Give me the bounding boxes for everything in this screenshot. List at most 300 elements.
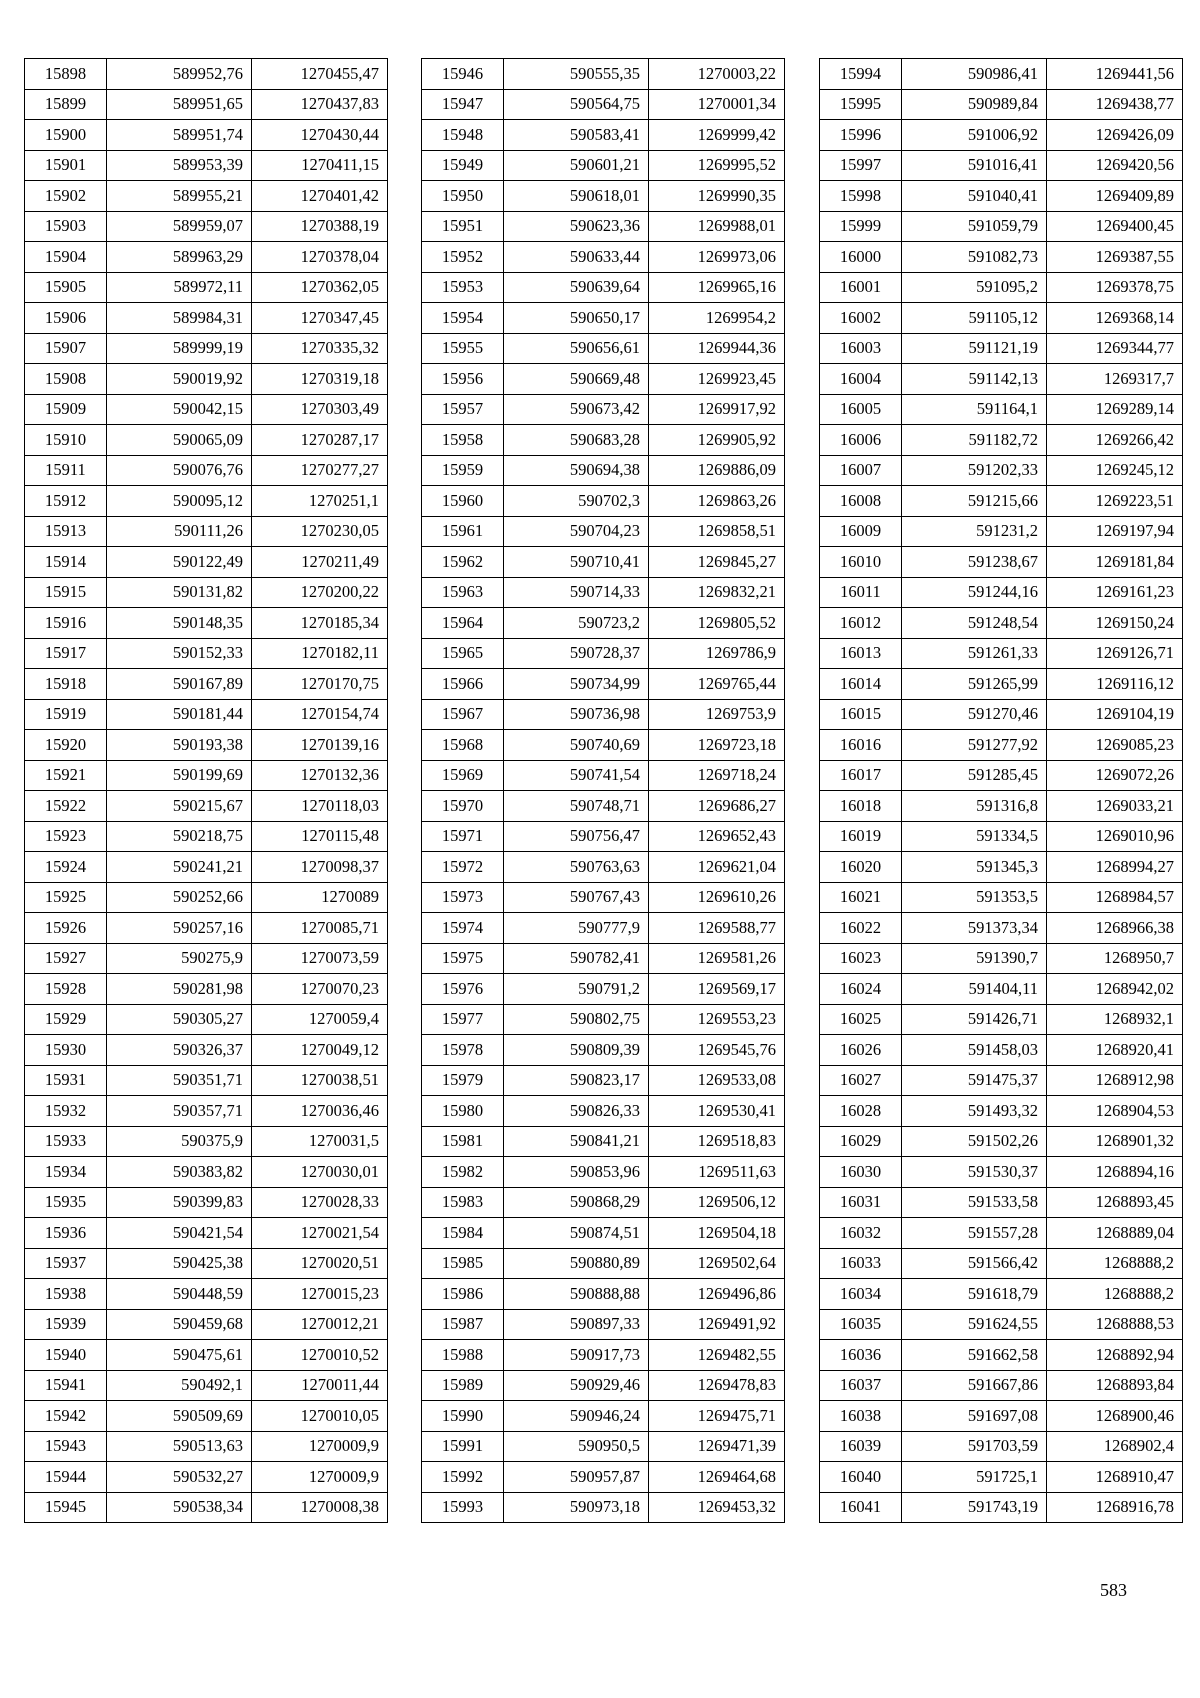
x-coordinate-cell: 590728,37 [504,638,649,669]
point-number-cell: 15998 [820,181,902,212]
point-number-cell: 15993 [422,1492,504,1523]
y-coordinate-cell: 1269845,27 [649,547,785,578]
y-coordinate-cell: 1269502,64 [649,1248,785,1279]
x-coordinate-cell: 590650,17 [504,303,649,334]
table-row [422,1065,785,1096]
point-number-cell: 15931 [25,1065,107,1096]
table-row [422,791,785,822]
x-coordinate-cell: 590791,2 [504,974,649,1005]
y-coordinate-cell: 1270277,27 [252,455,388,486]
table-row [422,974,785,1005]
point-number-cell: 15974 [422,913,504,944]
point-number-cell: 16002 [820,303,902,334]
x-coordinate-cell: 590131,82 [107,577,252,608]
table-row [422,181,785,212]
y-coordinate-cell: 1269944,36 [649,333,785,364]
x-coordinate-cell: 590756,47 [504,821,649,852]
table-row [25,181,388,212]
x-coordinate-cell: 591404,11 [902,974,1047,1005]
y-coordinate-cell: 1270230,05 [252,516,388,547]
point-number-cell: 15990 [422,1401,504,1432]
table-row [422,608,785,639]
table-row [820,1126,1183,1157]
y-coordinate-cell: 1270378,04 [252,242,388,273]
point-number-cell: 16030 [820,1157,902,1188]
point-number-cell: 15975 [422,943,504,974]
y-coordinate-cell: 1270154,74 [252,699,388,730]
point-number-cell: 15901 [25,150,107,181]
table-row [820,150,1183,181]
point-number-cell: 16025 [820,1004,902,1035]
point-number-cell: 16018 [820,791,902,822]
y-coordinate-cell: 1269545,76 [649,1035,785,1066]
y-coordinate-cell: 1268994,27 [1047,852,1183,883]
y-coordinate-cell: 1269010,96 [1047,821,1183,852]
table-row [422,89,785,120]
point-number-cell: 15995 [820,89,902,120]
y-coordinate-cell: 1270170,75 [252,669,388,700]
y-coordinate-cell: 1269511,63 [649,1157,785,1188]
x-coordinate-cell: 591231,2 [902,516,1047,547]
x-coordinate-cell: 590199,69 [107,760,252,791]
table-row [422,59,785,90]
table-row [820,211,1183,242]
y-coordinate-cell: 1270085,71 [252,913,388,944]
table-row [25,1309,388,1340]
table-row [25,699,388,730]
point-number-cell: 15986 [422,1279,504,1310]
table-row [422,1218,785,1249]
point-number-cell: 15973 [422,882,504,913]
y-coordinate-cell: 1269426,09 [1047,120,1183,151]
x-coordinate-cell: 591618,79 [902,1279,1047,1310]
point-number-cell: 15966 [422,669,504,700]
x-coordinate-cell: 591238,67 [902,547,1047,578]
table-row [25,760,388,791]
point-number-cell: 15982 [422,1157,504,1188]
x-coordinate-cell: 591667,86 [902,1370,1047,1401]
table-row [820,1065,1183,1096]
table-row [820,1187,1183,1218]
y-coordinate-cell: 1268893,45 [1047,1187,1183,1218]
table-row [422,272,785,303]
y-coordinate-cell: 1269581,26 [649,943,785,974]
table-row [422,638,785,669]
x-coordinate-cell: 591059,79 [902,211,1047,242]
point-number-cell: 16022 [820,913,902,944]
table-row [25,974,388,1005]
x-coordinate-cell: 590475,61 [107,1340,252,1371]
table-row [422,1126,785,1157]
x-coordinate-cell: 589951,74 [107,120,252,151]
table-row [25,333,388,364]
y-coordinate-cell: 1270388,19 [252,211,388,242]
y-coordinate-cell: 1268902,4 [1047,1431,1183,1462]
point-number-cell: 16005 [820,394,902,425]
point-number-cell: 15958 [422,425,504,456]
y-coordinate-cell: 1269973,06 [649,242,785,273]
x-coordinate-cell: 590853,96 [504,1157,649,1188]
x-coordinate-cell: 591502,26 [902,1126,1047,1157]
y-coordinate-cell: 1270059,4 [252,1004,388,1035]
table-row [820,1340,1183,1371]
y-coordinate-cell: 1270347,45 [252,303,388,334]
x-coordinate-cell: 590826,33 [504,1096,649,1127]
x-coordinate-cell: 590425,38 [107,1248,252,1279]
table-row [422,1157,785,1188]
table-row [422,1401,785,1432]
table-row [25,791,388,822]
table-row [25,1126,388,1157]
table-row [820,181,1183,212]
table-row [820,852,1183,883]
y-coordinate-cell: 1269718,24 [649,760,785,791]
table-row [25,1004,388,1035]
y-coordinate-cell: 1269126,71 [1047,638,1183,669]
table-row [820,1248,1183,1279]
x-coordinate-cell: 590656,61 [504,333,649,364]
point-number-cell: 15911 [25,455,107,486]
table-row [820,1492,1183,1523]
table-row [422,1004,785,1035]
table-row [820,821,1183,852]
y-coordinate-cell: 1268920,41 [1047,1035,1183,1066]
y-coordinate-cell: 1270008,38 [252,1492,388,1523]
y-coordinate-cell: 1270098,37 [252,852,388,883]
table-row [25,59,388,90]
x-coordinate-cell: 589952,76 [107,59,252,90]
x-coordinate-cell: 590763,63 [504,852,649,883]
y-coordinate-cell: 1269530,41 [649,1096,785,1127]
y-coordinate-cell: 1270362,05 [252,272,388,303]
point-number-cell: 15997 [820,150,902,181]
point-number-cell: 15991 [422,1431,504,1462]
table-row [25,821,388,852]
point-number-cell: 15903 [25,211,107,242]
table-row [422,699,785,730]
point-number-cell: 15950 [422,181,504,212]
y-coordinate-cell: 1269954,2 [649,303,785,334]
x-coordinate-cell: 590880,89 [504,1248,649,1279]
point-number-cell: 15946 [422,59,504,90]
x-coordinate-cell: 590167,89 [107,669,252,700]
point-number-cell: 15945 [25,1492,107,1523]
x-coordinate-cell: 590809,39 [504,1035,649,1066]
point-number-cell: 16001 [820,272,902,303]
x-coordinate-cell: 591390,7 [902,943,1047,974]
x-coordinate-cell: 591533,58 [902,1187,1047,1218]
point-number-cell: 15960 [422,486,504,517]
x-coordinate-cell: 591530,37 [902,1157,1047,1188]
point-number-cell: 15927 [25,943,107,974]
table-row [422,394,785,425]
y-coordinate-cell: 1269723,18 [649,730,785,761]
x-coordinate-cell: 590193,38 [107,730,252,761]
x-coordinate-cell: 589953,39 [107,150,252,181]
y-coordinate-cell: 1269033,21 [1047,791,1183,822]
y-coordinate-cell: 1268900,46 [1047,1401,1183,1432]
point-number-cell: 15968 [422,730,504,761]
point-number-cell: 16027 [820,1065,902,1096]
x-coordinate-cell: 591566,42 [902,1248,1047,1279]
y-coordinate-cell: 1270287,17 [252,425,388,456]
point-number-cell: 15914 [25,547,107,578]
table-row [25,1279,388,1310]
y-coordinate-cell: 1269506,12 [649,1187,785,1218]
y-coordinate-cell: 1270139,16 [252,730,388,761]
y-coordinate-cell: 1270028,33 [252,1187,388,1218]
point-number-cell: 15913 [25,516,107,547]
x-coordinate-cell: 590723,2 [504,608,649,639]
x-coordinate-cell: 590777,9 [504,913,649,944]
table-row [820,516,1183,547]
x-coordinate-cell: 591426,71 [902,1004,1047,1035]
table-row [422,760,785,791]
y-coordinate-cell: 1268889,04 [1047,1218,1183,1249]
point-number-cell: 15949 [422,150,504,181]
point-number-cell: 15941 [25,1370,107,1401]
table-row [25,547,388,578]
point-number-cell: 15921 [25,760,107,791]
table-row [820,1309,1183,1340]
y-coordinate-cell: 1268950,7 [1047,943,1183,974]
x-coordinate-cell: 591006,92 [902,120,1047,151]
point-number-cell: 15976 [422,974,504,1005]
y-coordinate-cell: 1269917,92 [649,394,785,425]
point-number-cell: 15915 [25,577,107,608]
y-coordinate-cell: 1270430,44 [252,120,388,151]
y-coordinate-cell: 1270036,46 [252,1096,388,1127]
y-coordinate-cell: 1269438,77 [1047,89,1183,120]
point-number-cell: 16041 [820,1492,902,1523]
y-coordinate-cell: 1270049,12 [252,1035,388,1066]
table-row [422,1462,785,1493]
table-row [820,1462,1183,1493]
point-number-cell: 15929 [25,1004,107,1035]
table-row [820,791,1183,822]
y-coordinate-cell: 1269491,92 [649,1309,785,1340]
y-coordinate-cell: 1269832,21 [649,577,785,608]
point-number-cell: 15961 [422,516,504,547]
table-row [25,1248,388,1279]
point-number-cell: 15978 [422,1035,504,1066]
x-coordinate-cell: 591040,41 [902,181,1047,212]
table-row [25,150,388,181]
y-coordinate-cell: 1269471,39 [649,1431,785,1462]
y-coordinate-cell: 1269116,12 [1047,669,1183,700]
table-row [422,1187,785,1218]
y-coordinate-cell: 1269886,09 [649,455,785,486]
x-coordinate-cell: 589999,19 [107,333,252,364]
x-coordinate-cell: 589963,29 [107,242,252,273]
point-number-cell: 15902 [25,181,107,212]
table-row [25,242,388,273]
x-coordinate-cell: 590946,24 [504,1401,649,1432]
y-coordinate-cell: 1269475,71 [649,1401,785,1432]
table-row [820,1218,1183,1249]
x-coordinate-cell: 590215,67 [107,791,252,822]
y-coordinate-cell: 1269482,55 [649,1340,785,1371]
x-coordinate-cell: 590736,98 [504,699,649,730]
x-coordinate-cell: 590639,64 [504,272,649,303]
y-coordinate-cell: 1269765,44 [649,669,785,700]
table-row [422,1309,785,1340]
x-coordinate-cell: 591142,13 [902,364,1047,395]
table-row [820,486,1183,517]
x-coordinate-cell: 591493,32 [902,1096,1047,1127]
y-coordinate-cell: 1269245,12 [1047,455,1183,486]
x-coordinate-cell: 590989,84 [902,89,1047,120]
y-coordinate-cell: 1269518,83 [649,1126,785,1157]
x-coordinate-cell: 590623,36 [504,211,649,242]
point-number-cell: 15937 [25,1248,107,1279]
point-number-cell: 15930 [25,1035,107,1066]
x-coordinate-cell: 591095,2 [902,272,1047,303]
y-coordinate-cell: 1269441,56 [1047,59,1183,90]
table-row [422,821,785,852]
x-coordinate-cell: 590710,41 [504,547,649,578]
point-number-cell: 15957 [422,394,504,425]
x-coordinate-cell: 591662,58 [902,1340,1047,1371]
y-coordinate-cell: 1269289,14 [1047,394,1183,425]
coordinates-table-3 [819,58,1183,1523]
table-row [422,242,785,273]
y-coordinate-cell: 1270038,51 [252,1065,388,1096]
y-coordinate-cell: 1270030,01 [252,1157,388,1188]
x-coordinate-cell: 590357,71 [107,1096,252,1127]
x-coordinate-cell: 591458,03 [902,1035,1047,1066]
y-coordinate-cell: 1268904,53 [1047,1096,1183,1127]
point-number-cell: 16011 [820,577,902,608]
x-coordinate-cell: 590957,87 [504,1462,649,1493]
table-row [422,852,785,883]
x-coordinate-cell: 590538,34 [107,1492,252,1523]
table-row [422,516,785,547]
point-number-cell: 15989 [422,1370,504,1401]
point-number-cell: 15912 [25,486,107,517]
point-number-cell: 15922 [25,791,107,822]
table-row [820,1370,1183,1401]
y-coordinate-cell: 1270070,23 [252,974,388,1005]
y-coordinate-cell: 1270211,49 [252,547,388,578]
y-coordinate-cell: 1270009,9 [252,1431,388,1462]
table-row [422,943,785,974]
table-row [25,516,388,547]
point-number-cell: 15984 [422,1218,504,1249]
x-coordinate-cell: 590383,82 [107,1157,252,1188]
table-row [25,1035,388,1066]
x-coordinate-cell: 590950,5 [504,1431,649,1462]
point-number-cell: 16013 [820,638,902,669]
x-coordinate-cell: 590669,48 [504,364,649,395]
point-number-cell: 16023 [820,943,902,974]
y-coordinate-cell: 1270021,54 [252,1218,388,1249]
table-row [422,486,785,517]
y-coordinate-cell: 1270015,23 [252,1279,388,1310]
y-coordinate-cell: 1269453,32 [649,1492,785,1523]
table-row [25,1187,388,1218]
table-row [820,699,1183,730]
x-coordinate-cell: 590281,98 [107,974,252,1005]
point-number-cell: 15967 [422,699,504,730]
x-coordinate-cell: 590986,41 [902,59,1047,90]
point-number-cell: 15904 [25,242,107,273]
point-number-cell: 15956 [422,364,504,395]
table-row [25,882,388,913]
point-number-cell: 15905 [25,272,107,303]
point-number-cell: 16033 [820,1248,902,1279]
point-number-cell: 16036 [820,1340,902,1371]
y-coordinate-cell: 1269995,52 [649,150,785,181]
point-number-cell: 15951 [422,211,504,242]
table-row [820,333,1183,364]
x-coordinate-cell: 590459,68 [107,1309,252,1340]
x-coordinate-cell: 589955,21 [107,181,252,212]
table-row [820,1004,1183,1035]
point-number-cell: 16014 [820,669,902,700]
y-coordinate-cell: 1268892,94 [1047,1340,1183,1371]
x-coordinate-cell: 590305,27 [107,1004,252,1035]
point-number-cell: 15940 [25,1340,107,1371]
point-number-cell: 15906 [25,303,107,334]
x-coordinate-cell: 591244,16 [902,577,1047,608]
point-number-cell: 15947 [422,89,504,120]
point-number-cell: 16019 [820,821,902,852]
y-coordinate-cell: 1269150,24 [1047,608,1183,639]
point-number-cell: 16028 [820,1096,902,1127]
table-row [422,1492,785,1523]
point-number-cell: 16007 [820,455,902,486]
table-row [820,1401,1183,1432]
table-row [25,1492,388,1523]
table-row [820,425,1183,456]
x-coordinate-cell: 590929,46 [504,1370,649,1401]
y-coordinate-cell: 1270009,9 [252,1462,388,1493]
x-coordinate-cell: 590897,33 [504,1309,649,1340]
y-coordinate-cell: 1270010,52 [252,1340,388,1371]
x-coordinate-cell: 591082,73 [902,242,1047,273]
point-number-cell: 16006 [820,425,902,456]
point-number-cell: 15928 [25,974,107,1005]
x-coordinate-cell: 590218,75 [107,821,252,852]
table-row [820,1096,1183,1127]
x-coordinate-cell: 591265,99 [902,669,1047,700]
x-coordinate-cell: 590399,83 [107,1187,252,1218]
point-number-cell: 16016 [820,730,902,761]
y-coordinate-cell: 1268942,02 [1047,974,1183,1005]
x-coordinate-cell: 590748,71 [504,791,649,822]
point-number-cell: 15907 [25,333,107,364]
y-coordinate-cell: 1269368,14 [1047,303,1183,334]
y-coordinate-cell: 1269553,23 [649,1004,785,1035]
point-number-cell: 16004 [820,364,902,395]
point-number-cell: 16038 [820,1401,902,1432]
point-number-cell: 15923 [25,821,107,852]
table-row [820,1431,1183,1462]
table-row [422,1340,785,1371]
x-coordinate-cell: 590841,21 [504,1126,649,1157]
x-coordinate-cell: 591277,92 [902,730,1047,761]
point-number-cell: 15898 [25,59,107,90]
table-row [820,913,1183,944]
y-coordinate-cell: 1270200,22 [252,577,388,608]
x-coordinate-cell: 590694,38 [504,455,649,486]
point-number-cell: 15918 [25,669,107,700]
point-number-cell: 15963 [422,577,504,608]
x-coordinate-cell: 591353,5 [902,882,1047,913]
y-coordinate-cell: 1270335,32 [252,333,388,364]
table-row [25,272,388,303]
